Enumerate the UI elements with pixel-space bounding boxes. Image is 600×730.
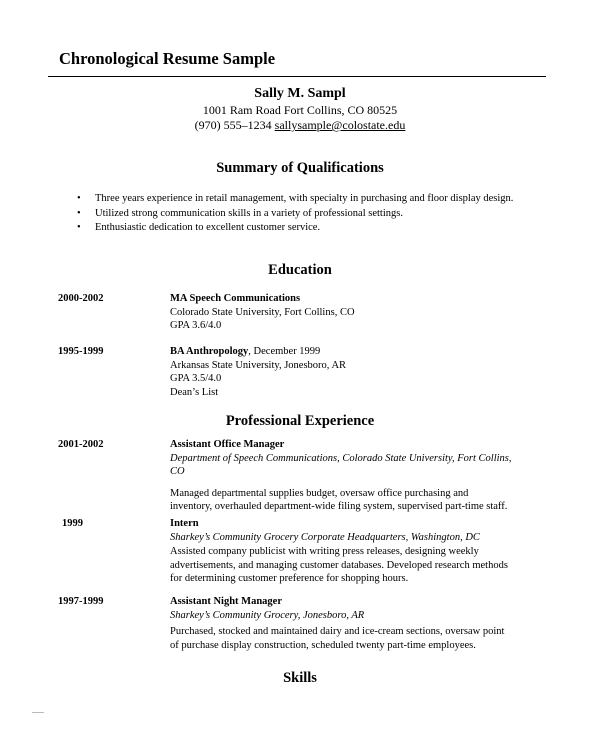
applicant-phone: (970) 555–1234 xyxy=(194,118,272,132)
experience-entry xyxy=(170,438,550,514)
summary-heading: Summary of Qualifications xyxy=(216,160,384,176)
summary-item-text: Enthusiastic dedication to excellent customer service. xyxy=(95,222,321,234)
summary-item xyxy=(77,192,535,207)
experience-entry xyxy=(170,595,550,652)
job-description: Purchased, stocked and maintained dairy and ice-cream sections, oversaw point xyxy=(170,626,505,638)
education-years: 2000-2002 xyxy=(58,293,104,304)
title-divider xyxy=(48,76,546,77)
summary-list xyxy=(77,192,535,236)
applicant-name: Sally M. Sampl xyxy=(254,86,346,101)
gpa: GPA 3.6/4.0 xyxy=(170,320,222,332)
summary-item-text: Three years experience in retail management, with specialty in purchasing and floor display design. xyxy=(95,193,514,204)
job-description-cont: for determining customer preference for shopping hours. xyxy=(170,573,409,585)
page-corner-mark xyxy=(32,712,44,713)
bullet-icon: • xyxy=(77,193,81,204)
job-title: Assistant Office Manager xyxy=(170,439,285,450)
gpa: GPA 3.5/4.0 xyxy=(170,373,222,385)
bullet-icon: • xyxy=(77,222,81,234)
education-years: 1995-1999 xyxy=(58,346,104,357)
honor: Dean’s List xyxy=(170,386,219,398)
education-entry xyxy=(170,345,550,399)
organization-cont: CO xyxy=(170,466,185,478)
job-title: Assistant Night Manager xyxy=(170,596,282,607)
education-entry xyxy=(170,292,550,333)
school: Colorado State University, Fort Collins, CO xyxy=(170,306,355,318)
contact-line xyxy=(0,118,600,133)
experience-years: 1997-1999 xyxy=(58,596,104,607)
education-heading: Education xyxy=(268,262,332,278)
degree-title: BA Anthropology xyxy=(170,346,249,357)
job-description-cont: of purchase display construction, scheduled twenty part-time employees. xyxy=(170,639,476,651)
job-description-cont: inventory, overhauled department-wide filing system, supervised part-time staff. xyxy=(170,501,508,513)
experience-years: 1999 xyxy=(62,518,83,529)
degree-suffix: , December 1999 xyxy=(248,346,321,357)
summary-item xyxy=(77,207,535,222)
job-description: Managed departmental supplies budget, oversaw office purchasing and xyxy=(170,487,469,499)
organization: Sharkey’s Community Grocery, Jonesboro, AR xyxy=(170,609,365,621)
organization: Department of Speech Communications, Colorado State University, Fort Collins, xyxy=(170,452,512,464)
document-title: Chronological Resume Sample xyxy=(59,49,276,68)
applicant-address: 1001 Ram Road Fort Collins, CO 80525 xyxy=(202,103,398,117)
summary-item xyxy=(77,221,535,236)
summary-item-text: Utilized strong communication skills in a variety of professional settings. xyxy=(95,207,403,219)
experience-years: 2001-2002 xyxy=(58,439,104,450)
job-description-cont: advertisements, and managing customer databases. Developed research methods xyxy=(170,559,508,571)
applicant-email-link[interactable]: sallysample@colostate.edu xyxy=(274,118,406,132)
experience-entry xyxy=(170,517,550,586)
job-description: Assisted company publicist with writing press releases, designing weekly xyxy=(170,546,479,558)
bullet-icon: • xyxy=(77,207,81,219)
degree-title: MA Speech Communications xyxy=(170,293,301,304)
job-title: Intern xyxy=(170,518,199,529)
skills-heading: Skills xyxy=(283,670,317,686)
school: Arkansas State University, Jonesboro, AR xyxy=(170,359,347,371)
organization: Sharkey’s Community Grocery Corporate Headquarters, Washington, DC xyxy=(170,531,480,543)
experience-heading: Professional Experience xyxy=(225,413,375,429)
